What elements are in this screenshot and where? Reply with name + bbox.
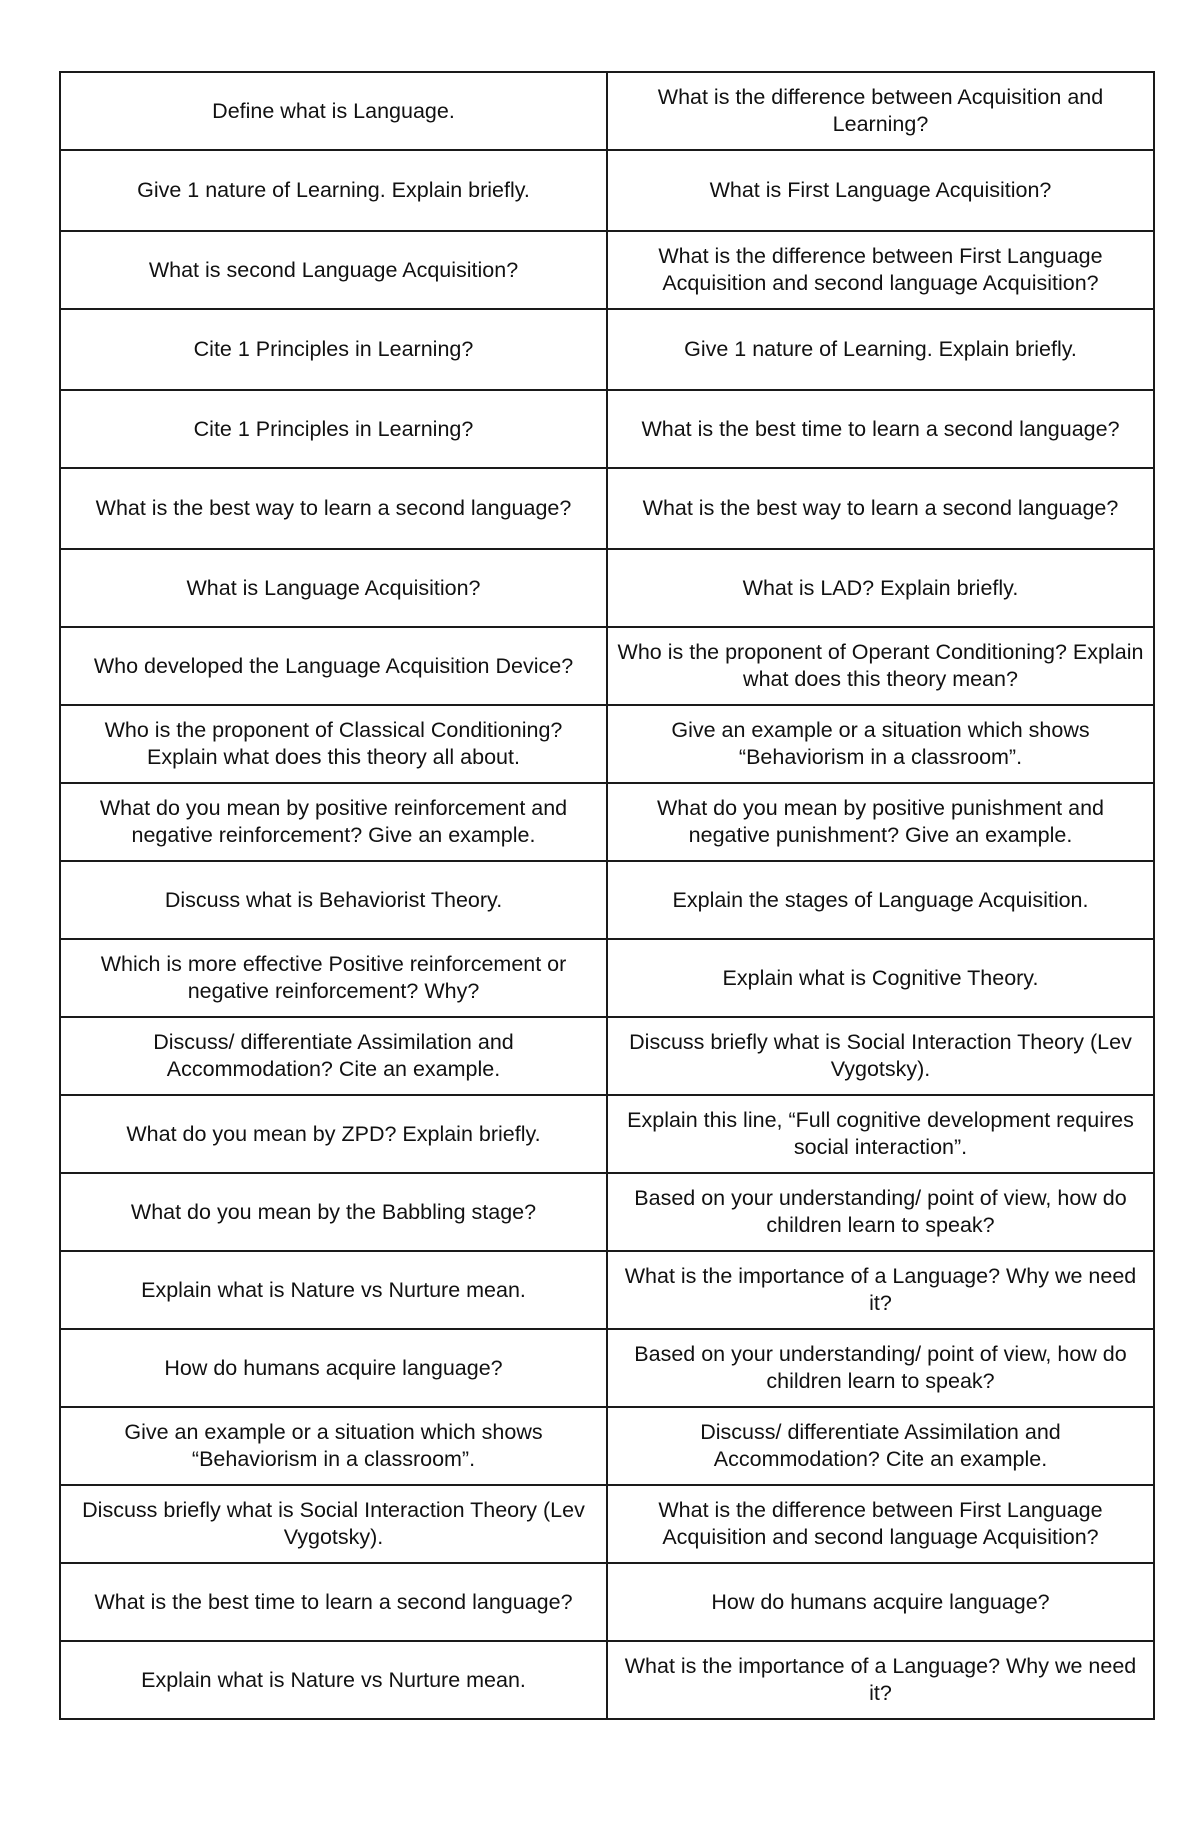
table-row [60, 1407, 1154, 1485]
question-cell: Cite 1 Principles in Learning? [60, 390, 607, 468]
table-row [60, 309, 1154, 390]
question-cell: Explain what is Nature vs Nurture mean. [60, 1641, 607, 1719]
question-cell: What is the best way to learn a second language? [607, 468, 1154, 549]
question-cell: Discuss briefly what is Social Interaction Theory (Lev Vygotsky). [60, 1485, 607, 1563]
question-cell: Discuss/ differentiate Assimilation and Accommodation? Cite an example. [60, 1017, 607, 1095]
table-row [60, 783, 1154, 861]
question-cell: Discuss/ differentiate Assimilation and Accommodation? Cite an example. [607, 1407, 1154, 1485]
question-cell: Who is the proponent of Operant Conditioning? Explain what does this theory mean? [607, 627, 1154, 705]
question-cell: Explain this line, “Full cognitive development requires social interaction”. [607, 1095, 1154, 1173]
question-cell: What is Language Acquisition? [60, 549, 607, 627]
question-cell: What is the best time to learn a second language? [607, 390, 1154, 468]
table-row [60, 1251, 1154, 1329]
question-cell: Who is the proponent of Classical Conditioning? Explain what does this theory all about. [60, 705, 607, 783]
table-row [60, 861, 1154, 939]
question-cell: How do humans acquire language? [607, 1563, 1154, 1641]
table-row [60, 468, 1154, 549]
question-cell: What do you mean by ZPD? Explain briefly. [60, 1095, 607, 1173]
question-table [59, 71, 1155, 1720]
question-cell: Give an example or a situation which shows “Behaviorism in a classroom”. [60, 1407, 607, 1485]
question-cell: What is the difference between First Language Acquisition and second language Acquisition? [607, 1485, 1154, 1563]
table-row [60, 1329, 1154, 1407]
table-row [60, 705, 1154, 783]
question-cell: What do you mean by positive reinforcement and negative reinforcement? Give an example. [60, 783, 607, 861]
question-cell: Define what is Language. [60, 72, 607, 150]
question-cell: Who developed the Language Acquisition Device? [60, 627, 607, 705]
question-cell: Based on your understanding/ point of view, how do children learn to speak? [607, 1173, 1154, 1251]
table-row [60, 1017, 1154, 1095]
question-sheet [59, 71, 1155, 1720]
question-cell: Give 1 nature of Learning. Explain briefly. [60, 150, 607, 231]
table-row [60, 1173, 1154, 1251]
table-row [60, 1485, 1154, 1563]
question-cell: What is the importance of a Language? Why we need it? [607, 1251, 1154, 1329]
table-row [60, 1095, 1154, 1173]
table-row [60, 231, 1154, 309]
table-row [60, 1563, 1154, 1641]
table-row [60, 150, 1154, 231]
question-cell: What is the best way to learn a second language? [60, 468, 607, 549]
table-row [60, 72, 1154, 150]
question-cell: Discuss briefly what is Social Interaction Theory (Lev Vygotsky). [607, 1017, 1154, 1095]
question-cell: How do humans acquire language? [60, 1329, 607, 1407]
question-cell: What is First Language Acquisition? [607, 150, 1154, 231]
question-cell: Explain what is Nature vs Nurture mean. [60, 1251, 607, 1329]
question-cell: What is the difference between First Language Acquisition and second language Acquisition? [607, 231, 1154, 309]
question-cell: Based on your understanding/ point of view, how do children learn to speak? [607, 1329, 1154, 1407]
table-row [60, 1641, 1154, 1719]
question-cell: What is the best time to learn a second language? [60, 1563, 607, 1641]
question-cell: What is LAD? Explain briefly. [607, 549, 1154, 627]
question-cell: Explain what is Cognitive Theory. [607, 939, 1154, 1017]
table-row [60, 627, 1154, 705]
table-row [60, 390, 1154, 468]
question-cell: What is second Language Acquisition? [60, 231, 607, 309]
question-cell: Discuss what is Behaviorist Theory. [60, 861, 607, 939]
question-cell: Explain the stages of Language Acquisition. [607, 861, 1154, 939]
question-cell: What is the importance of a Language? Why we need it? [607, 1641, 1154, 1719]
question-cell: Cite 1 Principles in Learning? [60, 309, 607, 390]
question-cell: What do you mean by positive punishment and negative punishment? Give an example. [607, 783, 1154, 861]
question-cell: Which is more effective Positive reinforcement or negative reinforcement? Why? [60, 939, 607, 1017]
table-row [60, 549, 1154, 627]
question-cell: Give an example or a situation which shows “Behaviorism in a classroom”. [607, 705, 1154, 783]
question-cell: Give 1 nature of Learning. Explain briefly. [607, 309, 1154, 390]
table-row [60, 939, 1154, 1017]
question-cell: What do you mean by the Babbling stage? [60, 1173, 607, 1251]
question-cell: What is the difference between Acquisition and Learning? [607, 72, 1154, 150]
